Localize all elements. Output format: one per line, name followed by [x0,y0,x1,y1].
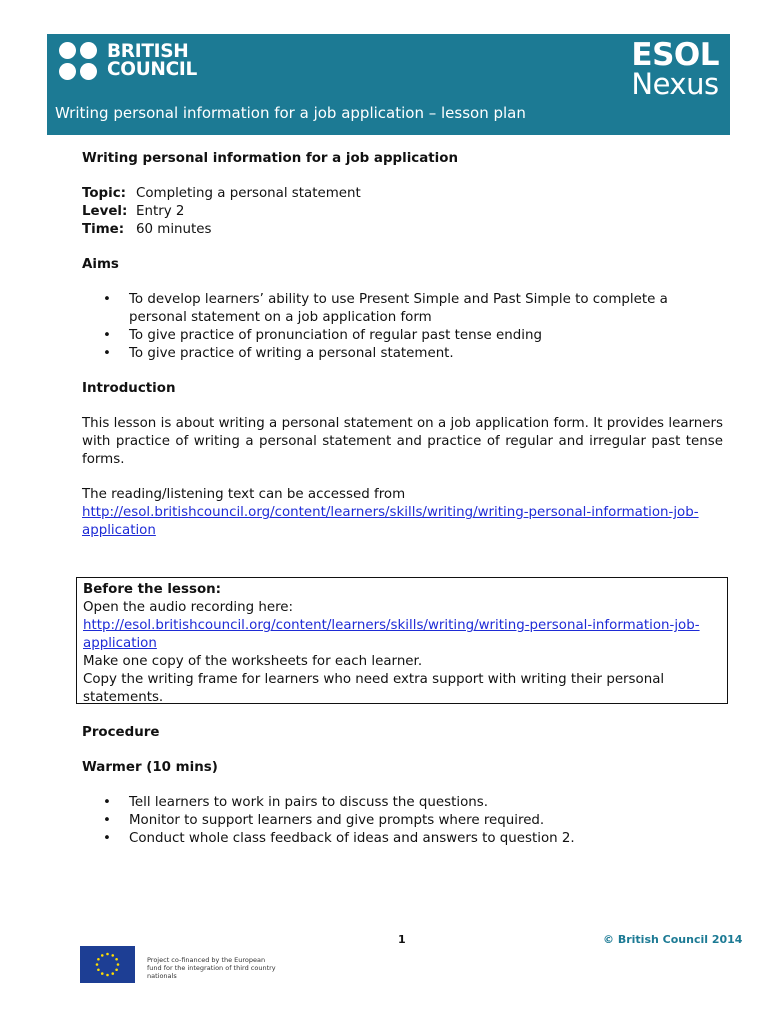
eu-star [96,963,99,966]
before-lesson-heading: Before the lesson: [83,582,222,597]
eu-star [111,954,114,957]
eu-star [115,968,118,971]
procedure-heading: Procedure [82,725,160,740]
eu-star [115,958,118,961]
meta-key: Level: [82,204,128,219]
list-item: • To give practice of writing a personal statement. [82,345,723,363]
eu-star [101,972,104,975]
aims-list [82,291,723,363]
org-line1: BRITISH [107,41,189,62]
introduction-heading: Introduction [82,381,176,396]
meta-row-level [82,203,723,221]
before-lesson-line3: Copy the writing frame for learners who need extra support with writing their personal statements. [83,672,665,705]
brand-line1: ESOL [631,37,719,73]
list-item: • Tell learners to work in pairs to discuss the questions. [82,794,723,812]
list-item: • Conduct whole class feedback of ideas and answers to question 2. [82,830,723,848]
reading-link[interactable]: http://esol.britishcouncil.org/content/learners/skills/writing/writing-personal-information-job-application [82,505,699,538]
introduction-paragraph: This lesson is about writing a personal statement on a job application form. It provides learners with practice of writing a personal statement and practice of regular and irregular past tense forms. [82,416,723,467]
header-banner [47,34,730,135]
list-item: • To develop learners’ ability to use Present Simple and Past Simple to complete a personal statement on a job application form [82,291,723,327]
british-council-logo-icon [59,42,101,82]
british-council-wordmark [107,43,197,79]
aims-heading: Aims [82,257,119,272]
eu-star [97,968,100,971]
warmer-heading: Warmer (10 mins) [82,760,218,775]
meta-value: Entry 2 [136,204,185,219]
before-lesson-line2: Make one copy of the worksheets for each learner. [83,654,423,669]
meta-value: Completing a personal statement [136,186,361,201]
meta-key: Topic: [82,186,127,201]
eu-flag-icon [80,946,135,983]
procedure-section [82,724,723,848]
list-item: • Monitor to support learners and give prompts where required. [82,812,723,830]
before-lesson-box [76,577,728,704]
eu-star [117,963,120,966]
eu-funding-text: Project co-financed by the European fund for the integration of third country nationals [147,956,276,980]
meta-row-topic [82,185,723,203]
document-body [82,150,723,540]
esol-nexus-logo [631,37,719,101]
before-lesson-line1: Open the audio recording here: [83,600,294,615]
copyright: © British Council 2014 [603,933,743,946]
eu-star [106,953,109,956]
meta-row-time [82,221,723,239]
eu-star [111,972,114,975]
list-item: • To give practice of pronunciation of regular past tense ending [82,327,723,345]
warmer-list [82,794,723,848]
meta-value: 60 minutes [136,222,212,237]
brand-line2: Nexus [631,67,719,101]
eu-star [106,974,109,977]
eu-star [101,954,104,957]
british-council-logo [59,42,209,82]
org-line2: COUNCIL [107,59,197,80]
eu-star [97,958,100,961]
document-title: Writing personal information for a job application [82,151,458,166]
banner-title: Writing personal information for a job application – lesson plan [55,104,526,122]
lesson-meta [82,185,723,239]
audio-recording-link[interactable]: http://esol.britishcouncil.org/content/learners/skills/writing/writing-personal-information-job-application [83,618,700,651]
reading-text: The reading/listening text can be accessed from [82,487,406,502]
meta-key: Time: [82,222,125,237]
page-number: 1 [398,933,406,946]
